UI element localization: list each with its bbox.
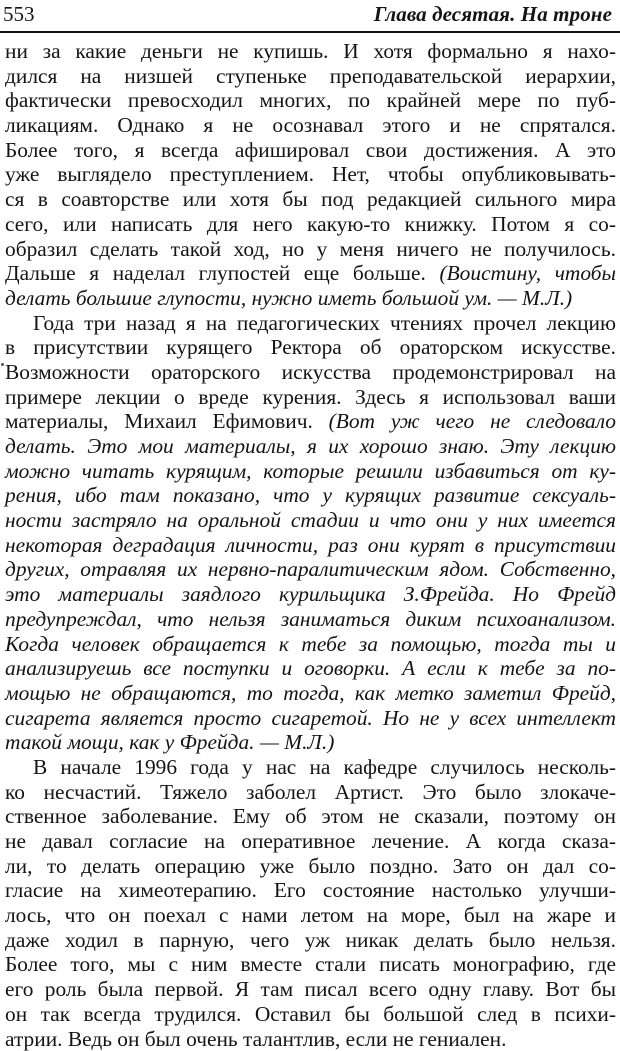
italic-segment: делать большие глупости, нужно иметь большой ум. — М.Л.) xyxy=(5,286,572,310)
text-line xyxy=(5,138,616,163)
text-segment: Дальше я наделал глупостей еще больше. xyxy=(5,261,439,285)
text-segment: сего, или написать для него какую-то книжку. Потом я со- xyxy=(5,212,616,236)
text-segment: ли, то делать операцию уже было поздно. Зато он дал со- xyxy=(5,854,616,878)
text-line xyxy=(5,261,616,286)
text-segment: В начале 1996 года у нас на кафедре случилось несколь- xyxy=(33,755,616,779)
text-segment: Возможности ораторского искусства продемонстрировал на xyxy=(5,360,616,384)
text-line xyxy=(5,434,616,459)
italic-segment: делать. Это мои материалы, я их хорошо знаю. Эту лекцию xyxy=(5,434,616,458)
text-line xyxy=(5,854,616,879)
italic-segment: других, отравляя их нервно-паралитическим ядом. Собственно, xyxy=(5,557,616,581)
text-line xyxy=(5,385,616,410)
header-rule xyxy=(0,31,620,33)
italic-segment: Когда человек обращается к тебе за помощью, тогда ты и xyxy=(5,632,616,656)
italic-segment: это материалы заядлого курильщика З.Фрейда. Но Фрейд xyxy=(5,582,616,606)
text-segment: материалы, Михаил Ефимович. xyxy=(5,409,329,433)
italic-segment: такой мощи, как у Фрейда. — М.Л.) xyxy=(5,730,334,754)
italic-segment: анализируешь все поступки и оговорки. А если к тебе за по- xyxy=(5,656,616,680)
text-line xyxy=(5,360,616,385)
text-segment: даже ходил в парную, чего уж никак делать было нельзя. xyxy=(5,928,616,952)
page-number: 553 xyxy=(3,1,35,27)
body-text xyxy=(5,39,616,1051)
text-segment: ся в соавторстве или хотя бы под редакцией сильного мира xyxy=(5,187,616,211)
text-line xyxy=(5,730,616,755)
text-line xyxy=(5,1027,616,1051)
text-segment: Более того, мы с ним вместе стали писать монографию, где xyxy=(5,952,616,976)
text-line xyxy=(5,557,616,582)
text-line xyxy=(5,681,616,706)
text-line xyxy=(5,162,616,187)
text-line xyxy=(5,237,616,262)
running-title: Глава десятая. На троне xyxy=(374,1,612,27)
text-line xyxy=(5,39,616,64)
text-line xyxy=(5,952,616,977)
text-segment: лось, что он поехал с нами летом на море, был на жаре и xyxy=(5,903,616,927)
text-line xyxy=(5,1002,616,1027)
text-line xyxy=(5,459,616,484)
text-segment: Года три назад я на педагогических чтениях прочел лекцию xyxy=(33,311,616,335)
text-line xyxy=(5,533,616,558)
text-line xyxy=(5,212,616,237)
text-segment: ко несчастий. Тяжело заболел Артист. Это было злокаче- xyxy=(5,780,616,804)
text-line xyxy=(5,508,616,533)
text-line xyxy=(5,706,616,731)
text-segment: гласие на химеотерапию. Его состояние настолько улучши- xyxy=(5,878,616,902)
text-line xyxy=(5,187,616,212)
italic-segment: можно читать курящим, которые решили избавиться от ку- xyxy=(5,459,616,483)
text-segment: ни за какие деньги не купишь. И хотя формально я нахо- xyxy=(5,39,616,63)
text-segment: не давал согласие на оперативное лечение. А когда сказа- xyxy=(5,829,616,853)
text-line xyxy=(5,903,616,928)
margin-speck xyxy=(1,363,4,366)
text-segment: ственное заболевание. Ему об этом не сказали, поэтому он xyxy=(5,804,616,828)
italic-segment: некоторая деградация личности, раз они курят в присутствии xyxy=(5,533,616,557)
text-line xyxy=(5,632,616,657)
text-segment: уже выглядело преступлением. Нет, чтобы опубликовывать- xyxy=(5,162,616,186)
italic-segment: предупреждал, что нельзя заниматься диким психоанализом. xyxy=(5,607,616,631)
text-segment: Более того, я всегда афишировал свои достижения. А это xyxy=(5,138,616,162)
text-line xyxy=(5,755,616,780)
text-line xyxy=(5,113,616,138)
text-segment: образил сделать такой ход, но у меня ничего не получилось. xyxy=(5,237,616,261)
text-line xyxy=(5,780,616,805)
text-segment: в присутствии курящего Ректора об ораторском искусстве. xyxy=(5,335,616,359)
text-line xyxy=(5,64,616,89)
italic-segment: рения, ибо там показано, что у курящих развитие сексуаль- xyxy=(5,483,616,507)
text-line xyxy=(5,582,616,607)
text-line xyxy=(5,656,616,681)
italic-segment: ности застряло на оральной стадии и что они у них имеется xyxy=(5,508,616,532)
text-line xyxy=(5,928,616,953)
italic-segment: мощью не обращаются, то тогда, как метко заметил Фрейд, xyxy=(5,681,616,705)
page-header xyxy=(0,0,620,44)
italic-segment: сигарета является просто сигаретой. Но не у всех интеллект xyxy=(5,706,616,730)
text-segment: атрии. Ведь он был очень талантлив, если не гениален. xyxy=(5,1027,506,1051)
text-segment: фактически превосходил многих, по крайней мере по пуб- xyxy=(5,88,616,112)
text-line xyxy=(5,88,616,113)
text-segment: ликациям. Однако я не осознавал этого и не спрятался. xyxy=(5,113,616,137)
text-line xyxy=(5,409,616,434)
text-segment: дился на низшей ступеньке преподавательской иерархии, xyxy=(5,64,616,88)
text-segment: его роль была первой. Я там писал всего одну главу. Вот бы xyxy=(5,977,616,1001)
text-line xyxy=(5,829,616,854)
text-segment: он так всегда трудился. Оставил бы большой след в психи- xyxy=(5,1002,616,1026)
italic-segment: (Воистину, чтобы xyxy=(439,261,616,285)
text-line xyxy=(5,878,616,903)
text-line xyxy=(5,804,616,829)
text-line xyxy=(5,607,616,632)
text-line xyxy=(5,483,616,508)
text-line xyxy=(5,977,616,1002)
text-line xyxy=(5,286,616,311)
text-segment: примере лекции о вреде курения. Здесь я использовал ваши xyxy=(5,385,616,409)
text-line xyxy=(5,335,616,360)
italic-segment: (Вот уж чего не следовало xyxy=(329,409,616,433)
text-line xyxy=(5,311,616,336)
